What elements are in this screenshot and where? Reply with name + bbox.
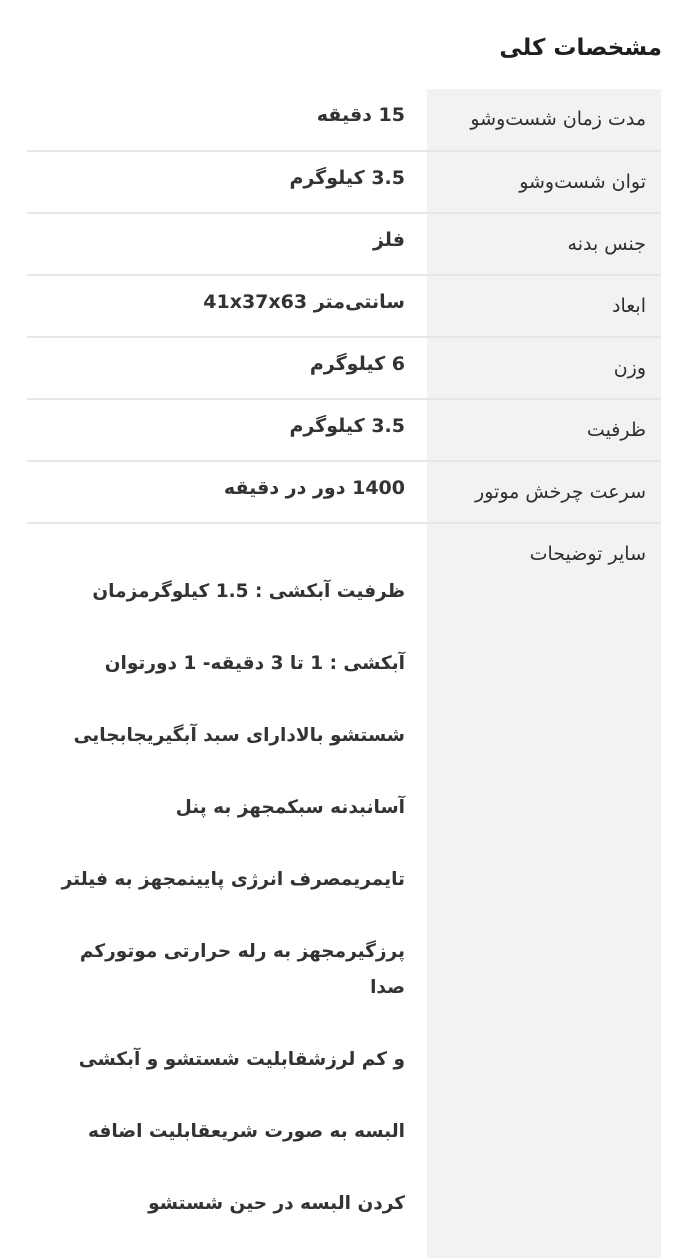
spec-value: 6 کیلوگرم <box>27 337 427 399</box>
section-title: مشخصات کلی <box>499 35 662 61</box>
spec-row-wash-time <box>27 89 661 151</box>
spec-value: 3.5 کیلوگرم <box>27 399 427 461</box>
spec-label: توان شست‌وشو <box>427 151 661 213</box>
spec-value: سانتی‌متر 41x37x63 <box>27 275 427 337</box>
spec-label: سرعت چرخش موتور <box>427 461 661 523</box>
description-line: آبکشی : 1 تا 3 دقیقه- 1 دورتوان <box>104 653 405 674</box>
description-line: شستشو بالادارای سبد آبگیریجابجایی <box>73 725 405 746</box>
description-line: و کم لرزشقابلیت شستشو و آبکشی <box>78 1049 405 1070</box>
spec-label: مدت زمان شست‌وشو <box>427 89 661 151</box>
spec-row-weight <box>27 337 661 399</box>
description-line: پرزگیرمجهز به رله حرارتی موتورکم صدا <box>79 941 405 998</box>
specs-table <box>27 89 661 1258</box>
spec-row-dimensions <box>27 275 661 337</box>
spec-row-capacity <box>27 399 661 461</box>
description-line: کردن البسه در حین شستشو <box>148 1193 405 1214</box>
spec-row-motor-speed <box>27 461 661 523</box>
description-line: تایمریمصرف انرژی پایینمجهز به فیلتر <box>61 869 405 890</box>
spec-value: 15 دقیقه <box>27 89 427 151</box>
spec-label: وزن <box>427 337 661 399</box>
spec-label: ابعاد <box>427 275 661 337</box>
spec-value: 3.5 کیلوگرم <box>27 151 427 213</box>
spec-row-other-details <box>27 523 661 1258</box>
spec-description <box>27 523 427 1258</box>
spec-row-body-material <box>27 213 661 275</box>
spec-label: سایر توضیحات <box>427 523 661 1258</box>
spec-label: ظرفیت <box>427 399 661 461</box>
spec-row-wash-capacity <box>27 151 661 213</box>
description-line: البسه به صورت شریعقابلیت اضافه <box>87 1121 405 1142</box>
spec-value: فلز <box>27 213 427 275</box>
spec-label: جنس بدنه <box>427 213 661 275</box>
description-line: آسانبدنه سبکمجهز به پنل <box>175 797 405 818</box>
spec-value: 1400 دور در دقیقه <box>27 461 427 523</box>
description-line: ظرفیت آبکشی : 1.5 کیلوگرمزمان <box>92 581 405 602</box>
